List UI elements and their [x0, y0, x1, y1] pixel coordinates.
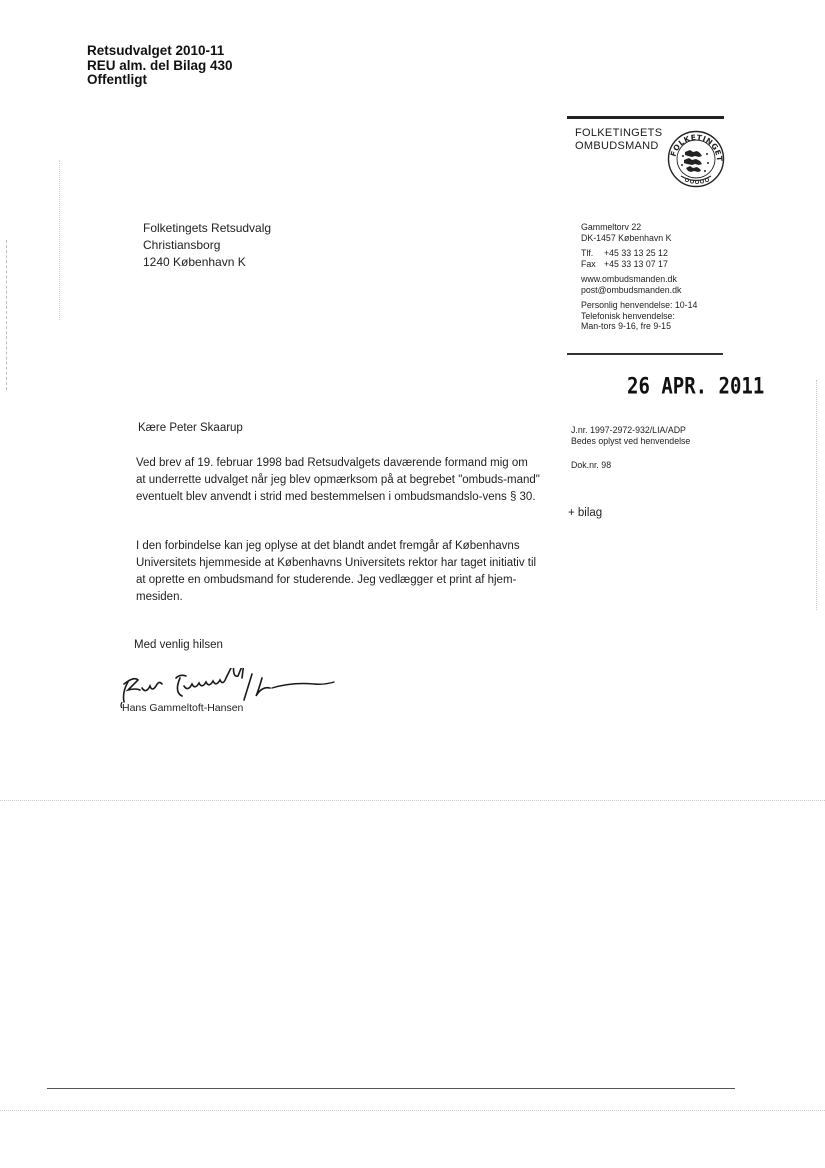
institution-name — [575, 127, 662, 153]
website-link[interactable]: www.ombudsmanden.dk — [581, 274, 677, 284]
institution-name-line2: OMBUDSMAND — [575, 140, 659, 152]
letter-paragraph-2: I den forbindelse kan jeg oplyse at det blandt andet fremgår af Københavns Universitets hjemmeside at Københavns Universitets rektor har taget initiativ til at oprette en ombudsmand for studerende. Jeg vedlægger et print af hjem-mesiden. — [136, 540, 537, 603]
address-city: DK-1457 København K — [581, 232, 672, 243]
phone-number: +45 33 13 25 12 — [604, 248, 668, 258]
reference-line-committee: Retsudvalget 2010-11 — [87, 43, 225, 58]
scan-margin-line — [59, 160, 61, 320]
document-reference-header — [87, 44, 233, 88]
letterhead-rule — [567, 116, 724, 119]
phone-row — [581, 248, 697, 259]
phone-label: Tlf. — [581, 248, 594, 258]
date-stamp: 26 APR. 2011 — [627, 374, 765, 400]
page-bottom-rule — [47, 1088, 735, 1089]
scan-margin-line — [816, 380, 818, 610]
address-street: Gammeltorv 22 — [581, 222, 642, 232]
reference-line-bilag: REU alm. del Bilag 430 — [87, 57, 233, 73]
attachment-note: + bilag — [568, 507, 603, 519]
seal-text: FOLKETINGET — [668, 132, 725, 163]
journal-number: J.nr. 1997-2972-932/LIA/ADP — [571, 425, 686, 435]
letter-paragraph-1: Ved brev af 19. februar 1998 bad Retsudvalgets daværende formand mig om at underrette udvalget når jeg blev opmærksom på at begrebet "ombuds-mand" eventuelt blev anvendt i strid med bestemmelsen i ombudsmandslo-vens § 30. — [136, 457, 540, 503]
letter-salutation: Kære Peter Skaarup — [138, 422, 243, 434]
recipient-city: 1240 København K — [143, 255, 246, 269]
opening-hours-phone: Man-tors 9-16, fre 9-15 — [581, 321, 671, 331]
fax-label: Fax — [581, 258, 596, 269]
contact-block-rule — [567, 353, 723, 355]
scan-margin-line — [6, 240, 8, 390]
recipient-address — [143, 220, 271, 271]
fax-number: +45 33 13 07 17 — [604, 258, 668, 269]
recipient-name: Folketingets Retsudvalg — [143, 221, 272, 235]
recipient-building: Christiansborg — [143, 238, 221, 252]
document-number: Dok.nr. 98 — [571, 460, 612, 470]
scan-dotted-line — [0, 800, 825, 801]
journal-note: Bedes oplyst ved henvendelse — [571, 436, 691, 446]
journal-reference — [571, 425, 690, 447]
opening-hours-personal: Personlig henvendelse: 10-14 — [581, 300, 698, 310]
opening-hours-phone-title: Telefonisk henvendelse: — [581, 310, 675, 321]
institution-name-line1: FOLKETINGETS — [575, 127, 663, 139]
signer-name: Hans Gammeltoft-Hansen — [122, 702, 244, 714]
fax-row — [581, 259, 697, 270]
reference-line-status: Offentligt — [87, 72, 147, 87]
folketinget-seal-icon — [667, 130, 725, 188]
contact-block — [581, 222, 697, 332]
scan-dotted-line — [0, 1110, 825, 1111]
letter-closing: Med venlig hilsen — [134, 639, 223, 651]
email-link[interactable]: post@ombudsmanden.dk — [581, 284, 682, 295]
